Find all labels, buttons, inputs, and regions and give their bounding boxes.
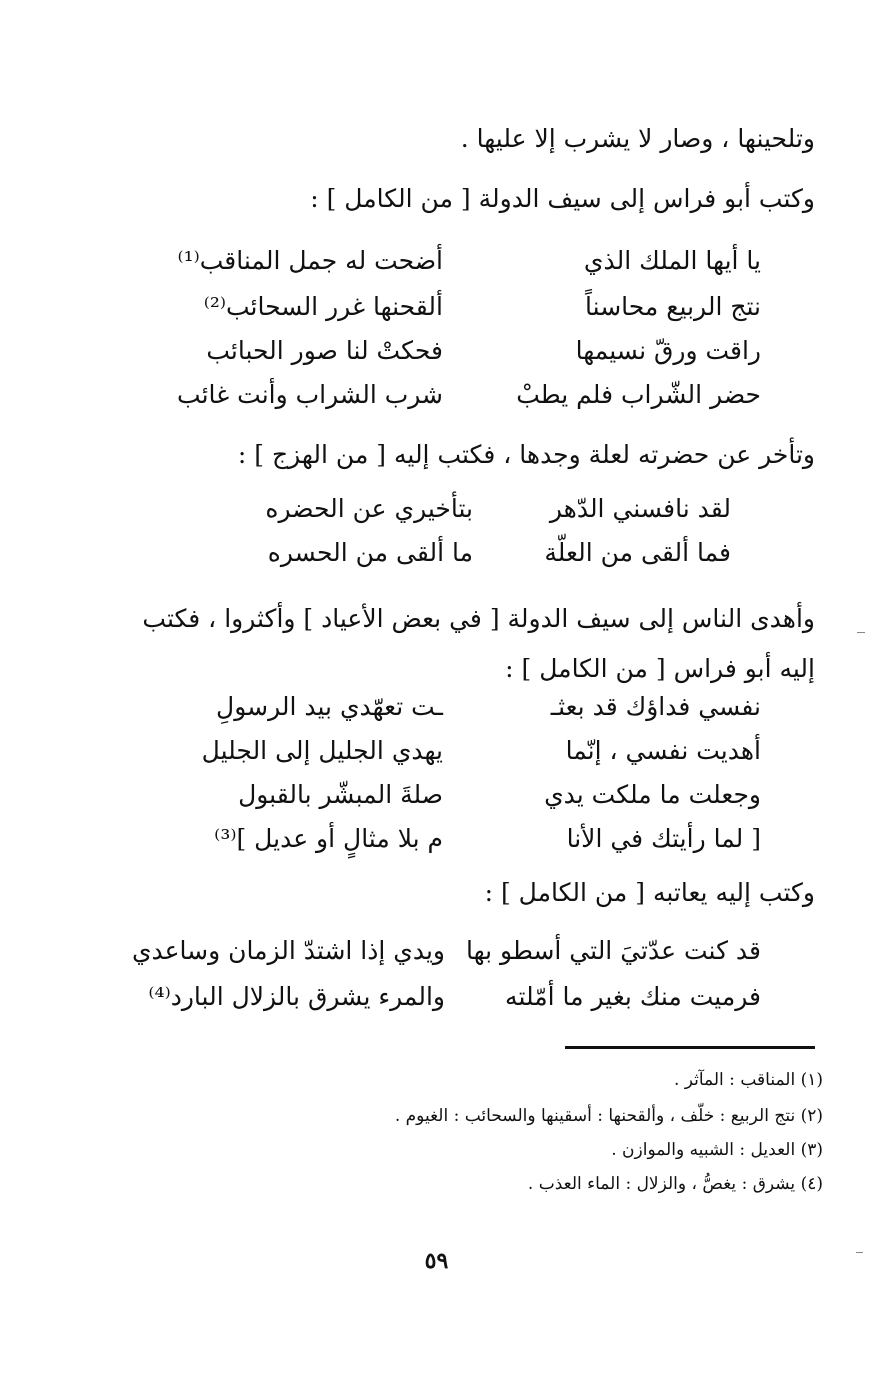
prose-paragraph-5: وكتب إليه يعاتبه [ من الكامل ] : — [484, 878, 815, 907]
poem1-verse-4-second-hemistich: شرب الشراب وأنت غائب — [177, 380, 443, 409]
poem3-verse-1-first-hemistich: نفسي فداؤك قد بعثـ — [550, 692, 761, 721]
poem1-verse-1-first-hemistich: يا أيها الملك الذي — [583, 246, 761, 275]
poem2-verse-2-second-hemistich: ما ألقى من الحسره — [267, 538, 473, 567]
footnote-3: (٣) العديل : الشبيه والموازن . — [611, 1140, 823, 1160]
poem1-verse-4-first-hemistich: حضر الشّراب فلم يطبْ — [516, 380, 761, 409]
poem3-verse-2-first-hemistich: أهديت نفسي ، إنّما — [565, 736, 761, 765]
footnote-1: (١) المناقب : المآثر . — [673, 1070, 823, 1090]
footnote-4: (٤) يشرق : يغصُّ ، والزلال : الماء العذب . — [527, 1174, 823, 1194]
footnote-separator — [565, 1046, 815, 1049]
poem3-verse-2-second-hemistich: يهدي الجليل إلى الجليل — [201, 736, 443, 765]
poem2-verse-1-first-hemistich: لقد نافسني الدّهر — [549, 494, 731, 523]
poem1-verse-3-second-hemistich: فحكتْ لنا صور الحبائب — [206, 336, 443, 365]
prose-paragraph-1: وتلحينها ، وصار لا يشرب إلا عليها . — [460, 124, 815, 153]
poem1-verse-2-second-hemistich: ألقحنها غرر السحائب⁽²⁾ — [203, 292, 443, 321]
scan-speck — [857, 632, 865, 633]
prose-paragraph-4: وأهدى الناس إلى سيف الدولة [ في بعض الأعياد ] وأكثروا ، فكتب إليه أبو فراس [ من الكامل ] : — [142, 604, 815, 683]
scan-speck — [856, 1252, 863, 1253]
poem2-verse-2-first-hemistich: فما ألقى من العلّة — [544, 538, 731, 567]
poem3-verse-4-first-hemistich: [ لما رأيتك في الأنا — [566, 824, 761, 853]
poem1-verse-2-first-hemistich: نتج الربيع محاسناً — [585, 292, 761, 321]
poem2-verse-1-second-hemistich: بتأخيري عن الحضره — [265, 494, 473, 523]
poem4-verse-1-second-hemistich: ويدي إذا اشتدّ الزمان وساعدي — [131, 936, 445, 965]
poem4-verse-2-second-hemistich: والمرء يشرق بالزلال البارد⁽⁴⁾ — [148, 982, 445, 1011]
page-number: ٥٩ — [424, 1248, 449, 1274]
poem1-verse-3-first-hemistich: راقت ورقّ نسيمها — [575, 336, 761, 365]
footnote-2: (٢) نتج الربيع : خلّف ، وألقحنها : أسقينها والسحائب : الغيوم . — [394, 1106, 823, 1126]
poem3-verse-4-second-hemistich: م بلا مثالٍ أو عديل ]⁽³⁾ — [214, 824, 443, 853]
poem3-verse-3-second-hemistich: صلةَ المبشّر بالقبول — [238, 780, 443, 809]
poem4-verse-2-first-hemistich: فرميت منك بغير ما أمّلته — [505, 982, 761, 1011]
poem3-verse-3-first-hemistich: وجعلت ما ملكت يدي — [544, 780, 761, 809]
poem3-verse-1-second-hemistich: ـت تعهّدي بيد الرسولِ — [216, 692, 443, 721]
poem1-verse-1-second-hemistich: أضحت له جمل المناقب⁽¹⁾ — [177, 246, 443, 275]
poem4-verse-1-first-hemistich: قد كنت عدّتيَ التي أسطو بها — [466, 936, 761, 965]
prose-paragraph-2: وكتب أبو فراس إلى سيف الدولة [ من الكامل ] : — [310, 184, 815, 213]
prose-paragraph-3: وتأخر عن حضرته لعلة وجدها ، فكتب إليه [ من الهزج ] : — [237, 440, 815, 469]
